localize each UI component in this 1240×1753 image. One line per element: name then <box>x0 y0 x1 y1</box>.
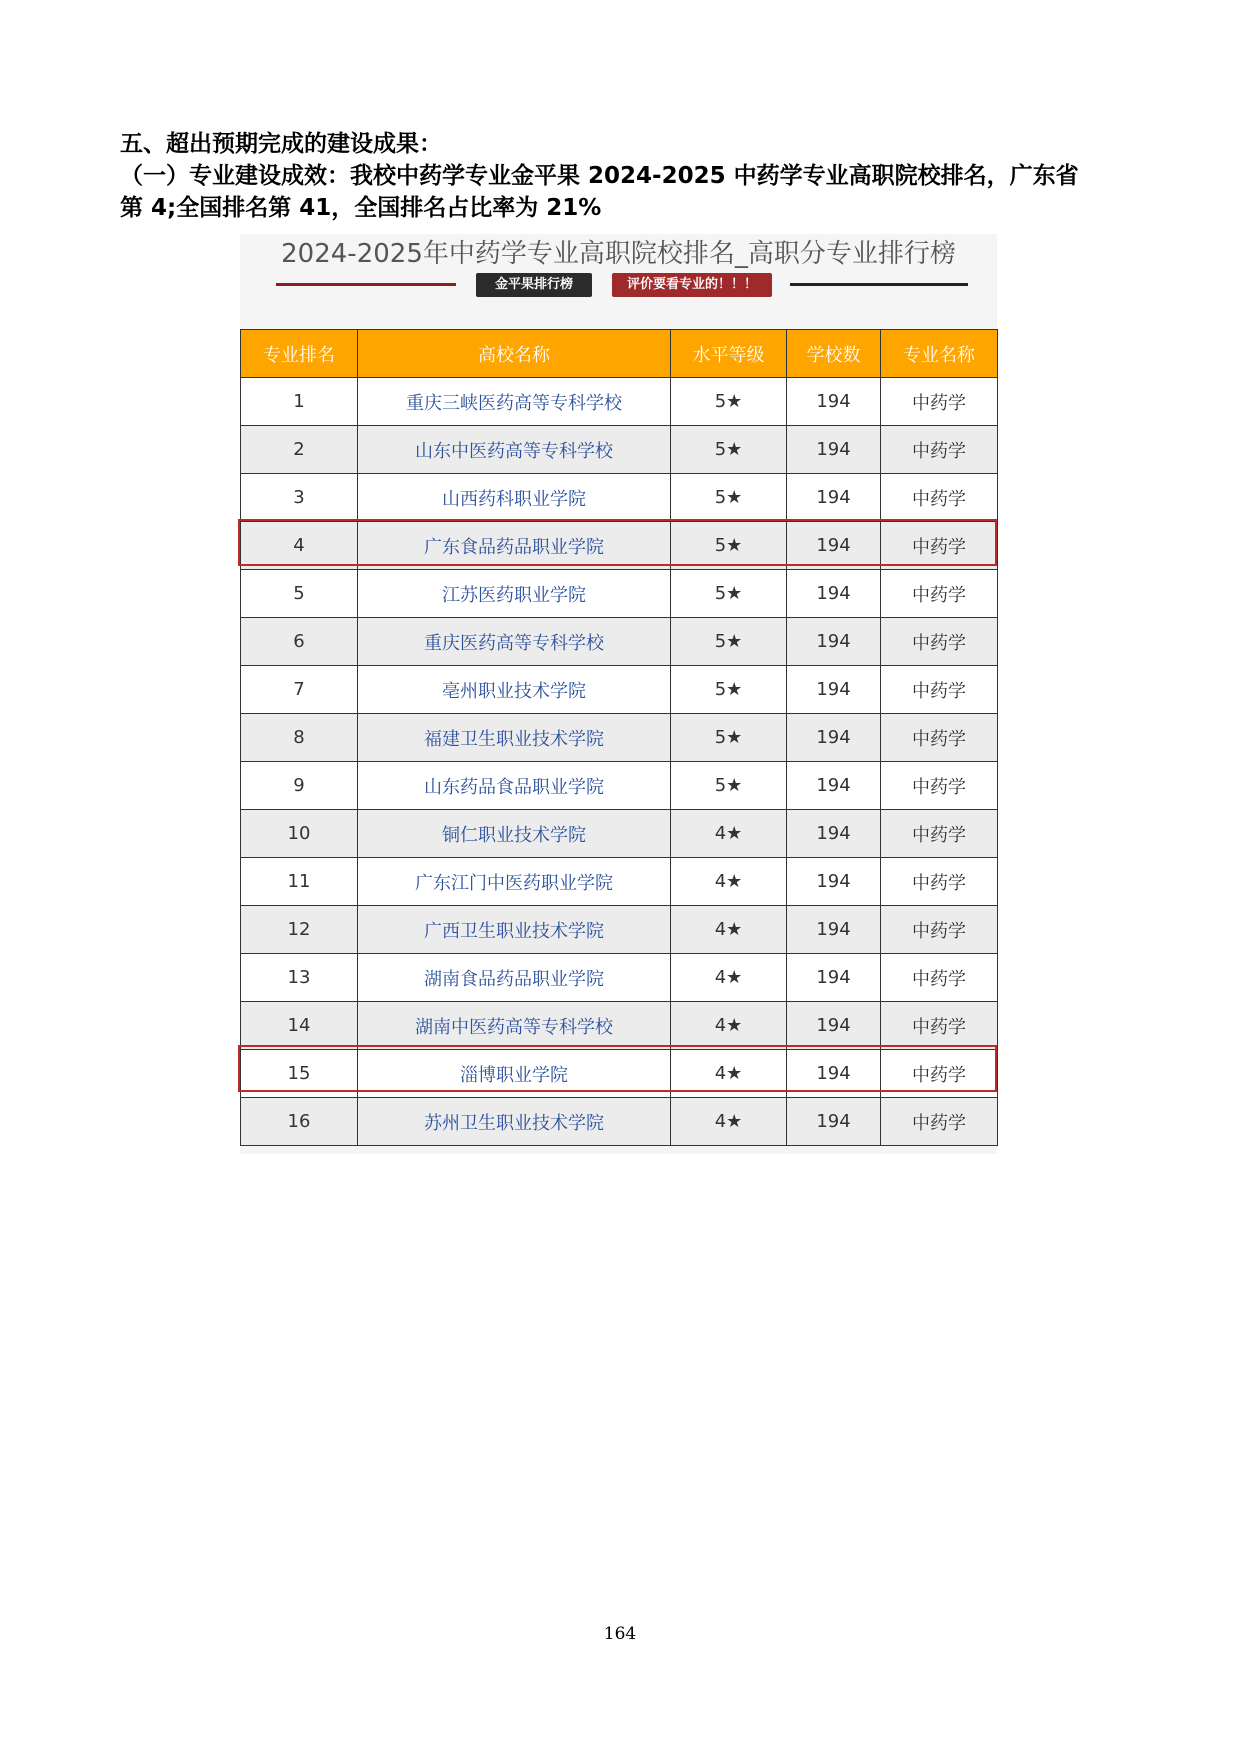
cell-count: 194 <box>787 378 881 426</box>
cell-school: 福建卫生职业技术学院 <box>358 714 671 762</box>
cell-count: 194 <box>787 906 881 954</box>
cell-school: 江苏医药职业学院 <box>358 570 671 618</box>
table-row <box>241 1002 998 1050</box>
table-row <box>241 954 998 1002</box>
cell-major: 中药学 <box>881 474 998 522</box>
cell-major: 中药学 <box>881 618 998 666</box>
cell-count: 194 <box>787 1098 881 1146</box>
cell-count: 194 <box>787 1050 881 1098</box>
table-row <box>241 378 998 426</box>
cell-school: 广东食品药品职业学院 <box>358 522 671 570</box>
table-row <box>241 666 998 714</box>
cell-rank: 5 <box>241 570 358 618</box>
decorative-rule-right <box>790 283 968 286</box>
cell-level: 5★ <box>671 618 787 666</box>
decorative-rule-left <box>276 283 456 286</box>
table-row <box>241 618 998 666</box>
cell-school: 山东中医药高等专科学校 <box>358 426 671 474</box>
cell-major: 中药学 <box>881 1050 998 1098</box>
cell-school: 重庆三峡医药高等专科学校 <box>358 378 671 426</box>
cell-level: 5★ <box>671 714 787 762</box>
cell-rank: 4 <box>241 522 358 570</box>
table-row <box>241 858 998 906</box>
cell-school: 苏州卫生职业技术学院 <box>358 1098 671 1146</box>
subsection-heading-line1: （一）专业建设成效：我校中药学专业金平果 2024-2025 中药学专业高职院校排名，广东省 <box>120 163 1079 189</box>
cell-level: 4★ <box>671 906 787 954</box>
cell-level: 5★ <box>671 666 787 714</box>
cell-count: 194 <box>787 810 881 858</box>
cell-rank: 11 <box>241 858 358 906</box>
cell-rank: 13 <box>241 954 358 1002</box>
cell-rank: 14 <box>241 1002 358 1050</box>
table-row <box>241 714 998 762</box>
slogan-badge: 评价要看专业的！！！ <box>612 273 772 297</box>
cell-level: 4★ <box>671 1098 787 1146</box>
cell-major: 中药学 <box>881 1002 998 1050</box>
header-cell: 高校名称 <box>358 330 671 378</box>
cell-rank: 9 <box>241 762 358 810</box>
cell-rank: 7 <box>241 666 358 714</box>
cell-school: 广西卫生职业技术学院 <box>358 906 671 954</box>
cell-count: 194 <box>787 474 881 522</box>
cell-major: 中药学 <box>881 714 998 762</box>
cell-count: 194 <box>787 570 881 618</box>
cell-school: 湖南食品药品职业学院 <box>358 954 671 1002</box>
cell-school: 山西药科职业学院 <box>358 474 671 522</box>
cell-level: 4★ <box>671 1050 787 1098</box>
table-row <box>241 570 998 618</box>
ranking-image <box>240 234 997 1154</box>
cell-school: 湖南中医药高等专科学校 <box>358 1002 671 1050</box>
table-row <box>241 810 998 858</box>
cell-level: 4★ <box>671 1002 787 1050</box>
cell-count: 194 <box>787 618 881 666</box>
cell-major: 中药学 <box>881 570 998 618</box>
cell-major: 中药学 <box>881 906 998 954</box>
table-row <box>241 522 998 570</box>
cell-school: 铜仁职业技术学院 <box>358 810 671 858</box>
cell-major: 中药学 <box>881 666 998 714</box>
cell-level: 5★ <box>671 474 787 522</box>
table-row <box>241 426 998 474</box>
cell-major: 中药学 <box>881 858 998 906</box>
cell-level: 4★ <box>671 810 787 858</box>
cell-major: 中药学 <box>881 954 998 1002</box>
cell-count: 194 <box>787 954 881 1002</box>
cell-rank: 16 <box>241 1098 358 1146</box>
table-row <box>241 762 998 810</box>
cell-rank: 10 <box>241 810 358 858</box>
ranking-title: 2024-2025年中药学专业高职院校排名_高职分专业排行榜 <box>281 239 956 269</box>
section-heading: 五、超出预期完成的建设成果： <box>120 131 442 157</box>
cell-school: 淄博职业学院 <box>358 1050 671 1098</box>
cell-major: 中药学 <box>881 762 998 810</box>
header-cell: 水平等级 <box>671 330 787 378</box>
subsection-heading-line2: 第 4;全国排名第 41，全国排名占比率为 21% <box>120 195 602 221</box>
cell-count: 194 <box>787 858 881 906</box>
cell-rank: 6 <box>241 618 358 666</box>
table-header-row <box>241 330 998 378</box>
cell-rank: 3 <box>241 474 358 522</box>
cell-level: 5★ <box>671 570 787 618</box>
cell-rank: 2 <box>241 426 358 474</box>
table-row <box>241 1098 998 1146</box>
cell-rank: 15 <box>241 1050 358 1098</box>
cell-count: 194 <box>787 1002 881 1050</box>
ranking-table <box>240 329 998 1146</box>
header-cell: 专业排名 <box>241 330 358 378</box>
cell-school: 亳州职业技术学院 <box>358 666 671 714</box>
cell-level: 4★ <box>671 858 787 906</box>
cell-school: 重庆医药高等专科学校 <box>358 618 671 666</box>
page-number: 164 <box>603 1624 637 1644</box>
table-row <box>241 1050 998 1098</box>
cell-major: 中药学 <box>881 378 998 426</box>
cell-school: 山东药品食品职业学院 <box>358 762 671 810</box>
cell-count: 194 <box>787 762 881 810</box>
cell-rank: 8 <box>241 714 358 762</box>
header-cell: 学校数 <box>787 330 881 378</box>
cell-count: 194 <box>787 714 881 762</box>
cell-count: 194 <box>787 522 881 570</box>
cell-major: 中药学 <box>881 1098 998 1146</box>
cell-rank: 1 <box>241 378 358 426</box>
cell-count: 194 <box>787 426 881 474</box>
cell-level: 5★ <box>671 378 787 426</box>
cell-level: 5★ <box>671 762 787 810</box>
header-cell: 专业名称 <box>881 330 998 378</box>
source-badge: 金平果排行榜 <box>476 273 592 297</box>
table-row <box>241 474 998 522</box>
cell-level: 4★ <box>671 954 787 1002</box>
cell-rank: 12 <box>241 906 358 954</box>
table-row <box>241 906 998 954</box>
cell-major: 中药学 <box>881 522 998 570</box>
cell-level: 5★ <box>671 522 787 570</box>
cell-level: 5★ <box>671 426 787 474</box>
cell-major: 中药学 <box>881 426 998 474</box>
cell-count: 194 <box>787 666 881 714</box>
cell-school: 广东江门中医药职业学院 <box>358 858 671 906</box>
cell-major: 中药学 <box>881 810 998 858</box>
